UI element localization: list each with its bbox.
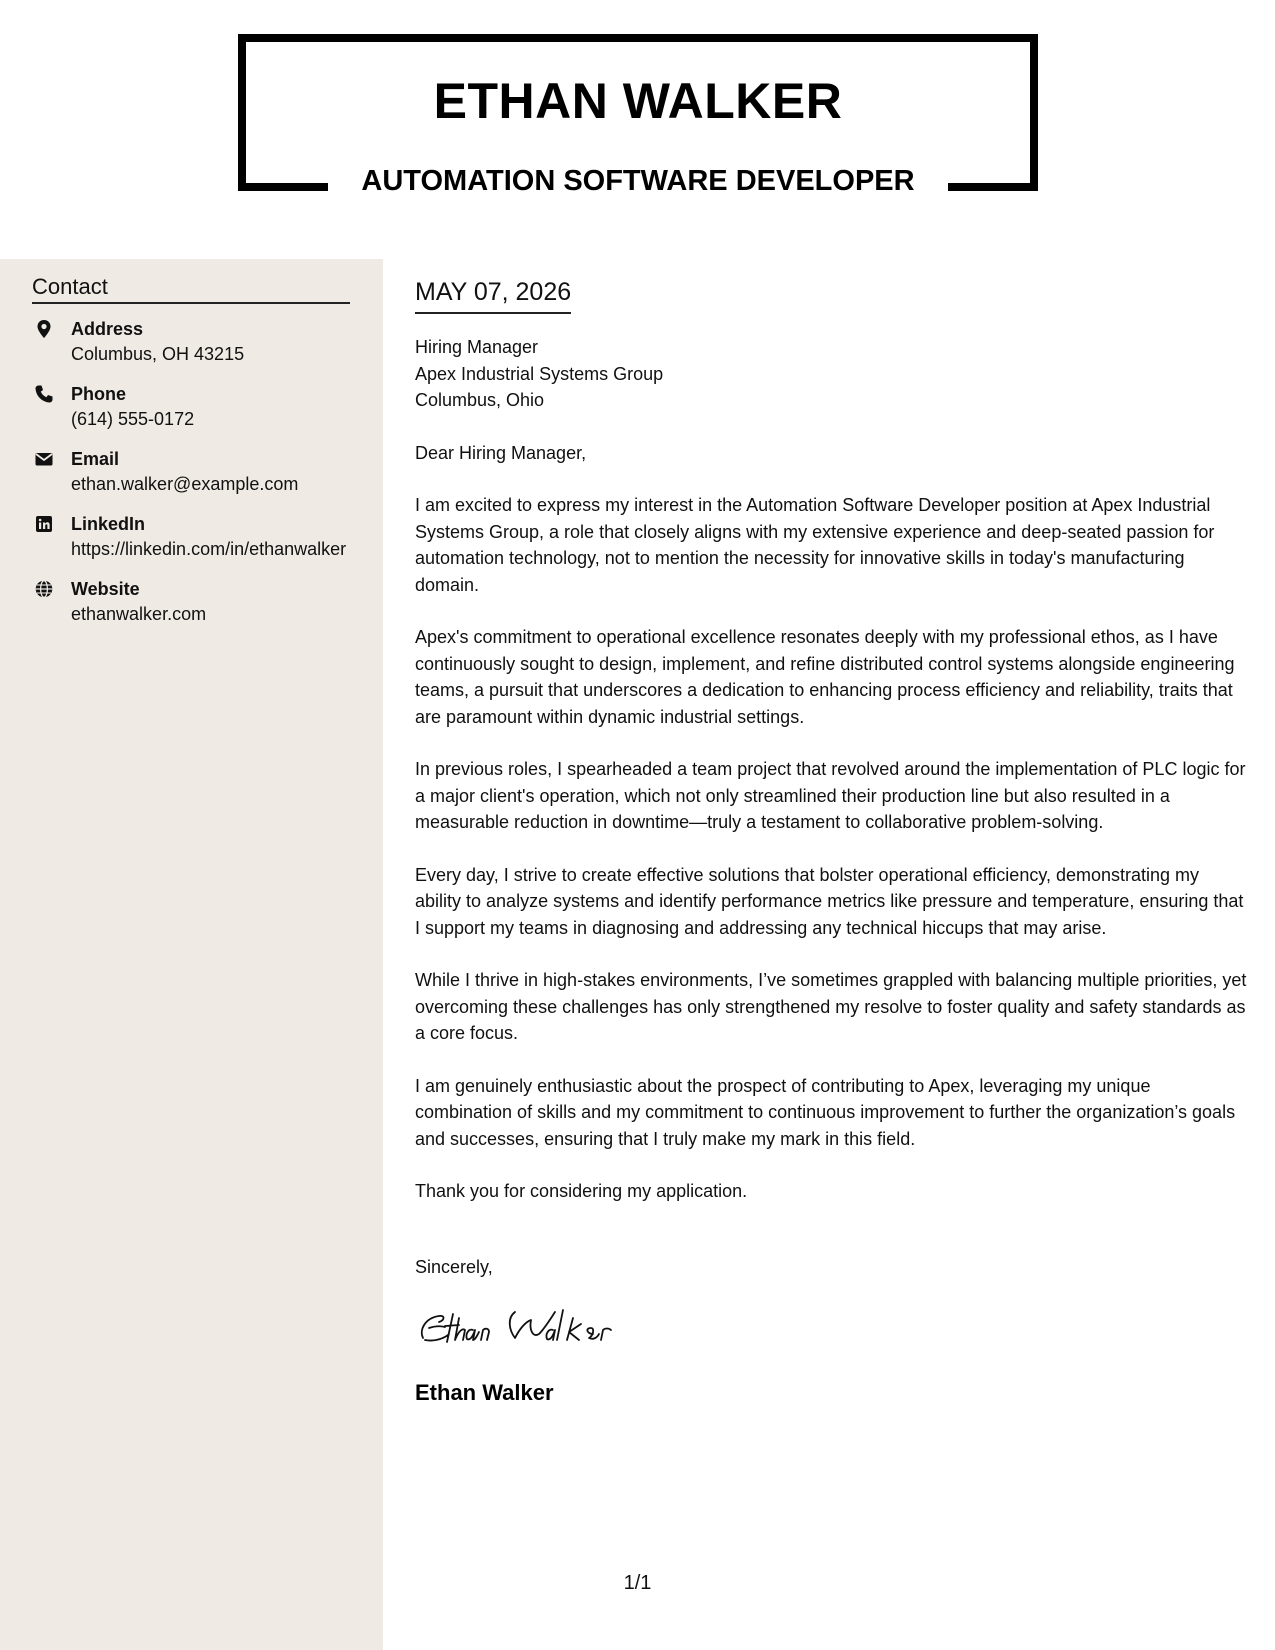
letter-content <box>415 440 1250 1205</box>
applicant-name: ETHAN WALKER <box>433 73 843 129</box>
recipient-line: Columbus, Ohio <box>415 390 545 410</box>
contact-label: Phone <box>71 384 127 404</box>
recipient-line: Hiring Manager <box>415 337 539 357</box>
contact-label: Website <box>71 579 140 599</box>
letter-body <box>415 277 1250 1406</box>
contact-value: (614) 555-0172 <box>71 409 195 429</box>
recipient-line: Apex Industrial Systems Group <box>415 363 664 384</box>
job-title: AUTOMATION SOFTWARE DEVELOPER <box>361 165 915 197</box>
closing: Sincerely, <box>415 1256 493 1277</box>
salutation: Dear Hiring Manager, <box>415 442 587 463</box>
envelope-icon <box>34 449 54 469</box>
contact-label: LinkedIn <box>71 514 146 534</box>
contact-value: Columbus, OH 43215 <box>71 344 245 364</box>
contact-value: ethanwalker.com <box>71 604 207 624</box>
contact-sidebar <box>0 259 383 1650</box>
globe-icon <box>34 579 54 599</box>
contact-label: Address <box>71 319 144 339</box>
letter-paragraph: Apex's commitment to operational excellence resonates deeply with my professional ethos, as I have continuously sought to design, implement, and refine distributed control systems alongside engineering teams, a pursuit that underscores a dedication to enhancing process efficiency and reliability, traits that are paramount within dynamic industrial settings. <box>415 627 1235 727</box>
letter-paragraph: In previous roles, I spearheaded a team project that revolved around the implementation of PLC logic for a major client's operation, which not only streamlined their production line but also resulted in a measurable reduction in downtime—truly a testament to collaborative problem-solving. <box>415 759 1246 832</box>
page-number: 1/1 <box>623 1572 652 1594</box>
letter-date: MAY 07, 2026 <box>415 277 571 314</box>
contact-label: Email <box>71 449 120 469</box>
letter-paragraph: Every day, I strive to create effective solutions that bolster operational efficiency, demonstrating my ability to analyze systems and identify performance metrics like pressure and temperature, ensuring that I support my teams in diagnosing and addressing any technical hiccups that may arise. <box>415 864 1244 938</box>
contact-value: https://linkedin.com/in/ethanwalker <box>71 539 347 559</box>
map-pin-icon <box>34 319 54 339</box>
linkedin-icon <box>34 514 54 534</box>
contact-address <box>32 317 352 367</box>
contact-value: ethan.walker@example.com <box>71 474 299 494</box>
letter-paragraph: While I thrive in high-stakes environments, I’ve sometimes grappled with balancing multiple priorities, yet overcoming these challenges has only strengthened my resolve to foster quality and safety standards as a core focus. <box>415 970 1247 1043</box>
handwritten-signature <box>415 1300 1250 1354</box>
contact-website <box>32 577 352 627</box>
contact-linkedin <box>32 512 352 562</box>
header-frame <box>238 34 1038 197</box>
letter-paragraph: I am genuinely enthusiastic about the prospect of contributing to Apex, leveraging my unique combination of skills and my commitment to continuous improvement to further the organization’s goals and successes, ensuring that I truly make my mark in this field. <box>415 1075 1236 1149</box>
contact-email <box>32 447 352 497</box>
contact-list <box>32 317 352 642</box>
signature-drawing <box>415 1300 655 1354</box>
contact-phone <box>32 382 352 432</box>
letter-paragraph: Thank you for considering my application. <box>415 1181 748 1201</box>
contact-heading: Contact <box>32 274 350 304</box>
phone-icon <box>34 384 54 404</box>
signed-name: Ethan Walker <box>415 1379 554 1405</box>
frame-top-bar <box>238 34 1038 42</box>
recipient-block <box>415 334 1250 414</box>
letter-paragraph: I am excited to express my interest in the Automation Software Developer position at Apex Industrial Systems Group, a role that closely aligns with my extensive experience and deep-seated passion for automation technology, not to mention the necessity for innovative skills in today's manufacturing domain. <box>415 495 1215 595</box>
